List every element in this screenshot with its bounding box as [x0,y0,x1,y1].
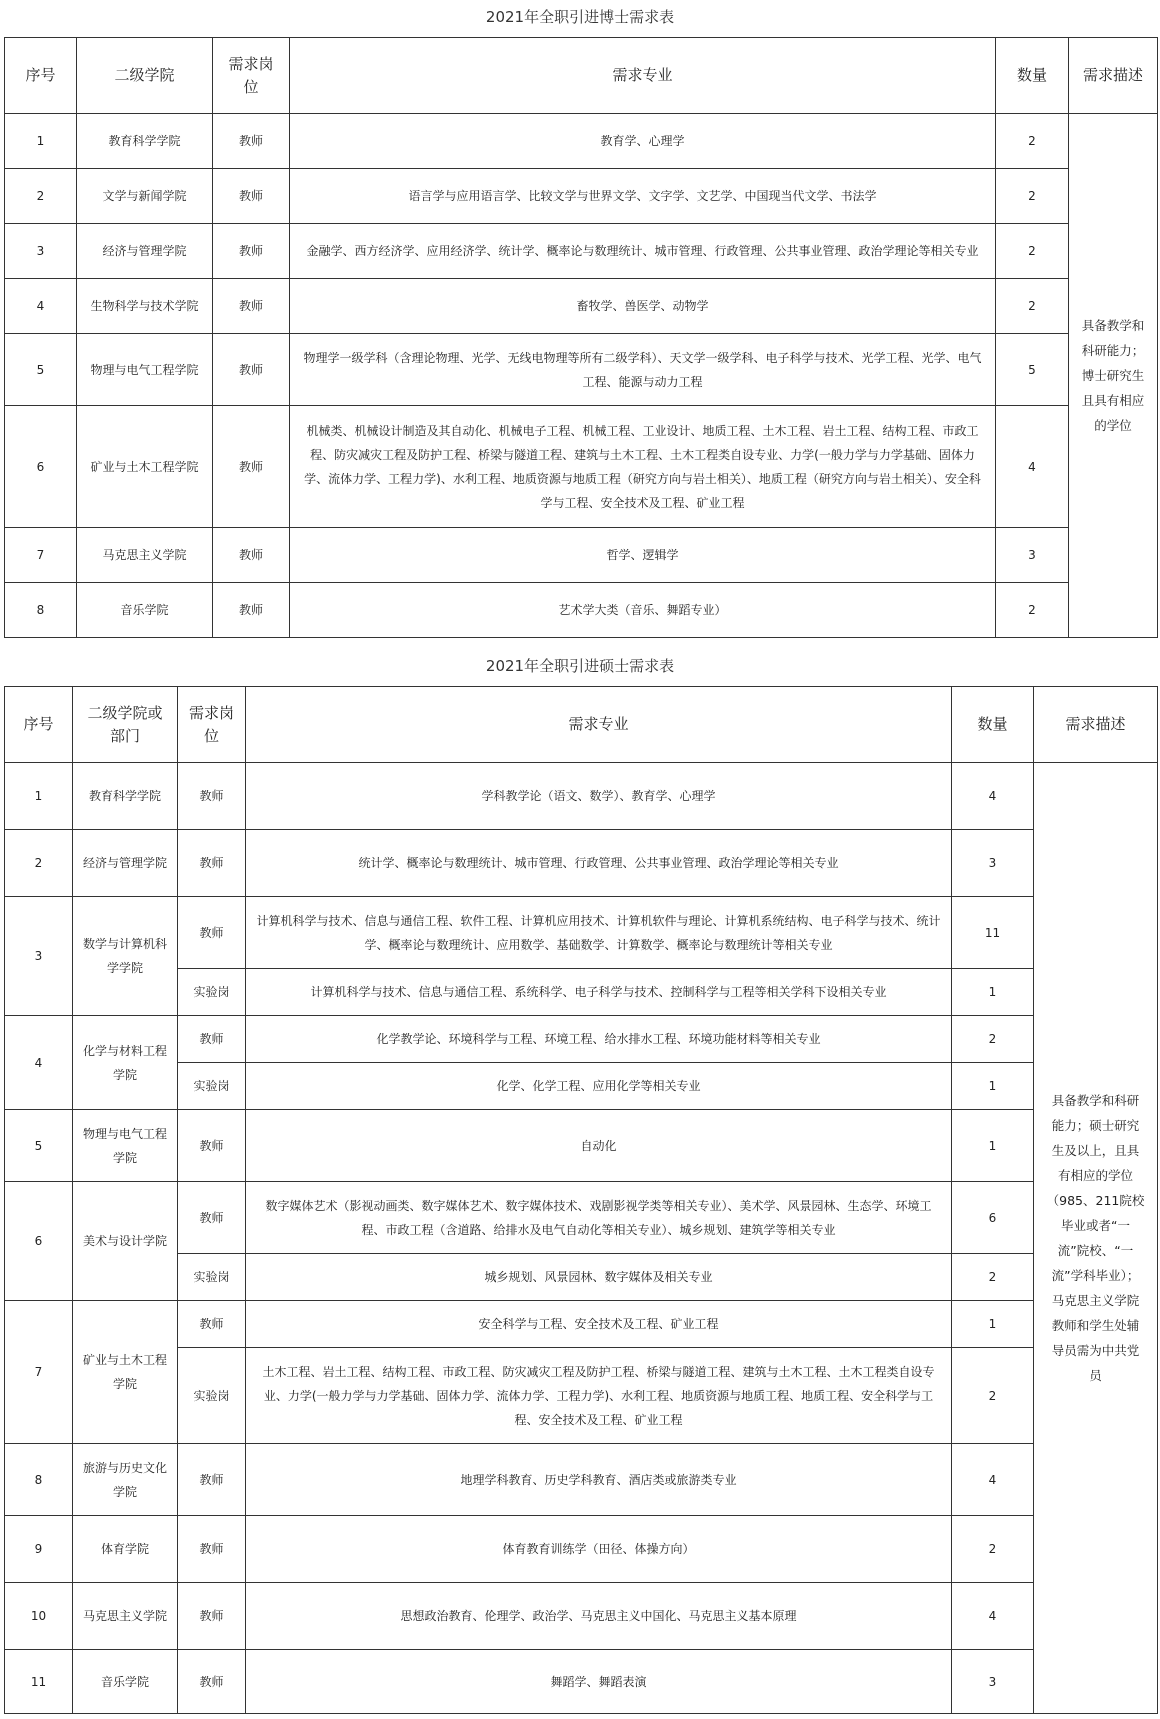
row-count: 2 [996,583,1069,638]
row-college: 文学与新闻学院 [77,169,213,224]
row-college: 矿业与土木工程学院 [77,406,213,528]
table-row [5,1650,1158,1714]
row-college: 体育学院 [73,1516,178,1583]
row-major: 数字媒体艺术（影视动画类、数字媒体艺术、数字媒体技术、戏剧影视学类等相关专业）、美术学、风景园林、生态学、环境工程、市政工程（含道路、给排水及电气自动化等相关专业）、城乡规划、建筑学等相关专业 [246,1182,952,1254]
header-major: 需求专业 [246,687,952,763]
master-table-title: 2021年全职引进硕士需求表 [485,657,675,675]
row-major: 统计学、概率论与数理统计、城市管理、行政管理、公共事业管理、政治学理论等相关专业 [246,830,952,897]
row-major: 哲学、逻辑学 [290,528,996,583]
row-college: 教育科学学院 [73,763,178,830]
row-college: 马克思主义学院 [73,1583,178,1650]
row-no: 4 [5,279,77,334]
row-college: 音乐学院 [77,583,213,638]
row-count: 4 [952,1444,1034,1516]
row-post: 教师 [213,334,290,406]
table-row [5,224,1158,279]
table-row [5,1254,1158,1301]
row-count: 4 [952,763,1034,830]
row-major: 计算机科学与技术、信息与通信工程、系统科学、电子科学与技术、控制科学与工程等相关学科下设相关专业 [246,969,952,1016]
table-row [5,969,1158,1016]
row-count: 2 [996,224,1069,279]
row-post: 教师 [213,114,290,169]
row-post: 实验岗 [178,1254,246,1301]
row-description: 具备教学和科研能力；硕士研究生及以上，且具有相应的学位（985、211院校毕业或者“一流”院校、“一流”学科毕业）；马克思主义学院教师和学生处辅导员需为中共党员 [1034,763,1158,1714]
row-major: 金融学、西方经济学、应用经济学、统计学、概率论与数理统计、城市管理、行政管理、公共事业管理、政治学理论等相关专业 [290,224,996,279]
row-college: 美术与设计学院 [73,1182,178,1301]
row-no: 9 [5,1516,73,1583]
row-college: 教育科学学院 [77,114,213,169]
row-post: 教师 [178,897,246,969]
row-count: 2 [952,1016,1034,1063]
row-major: 化学教学论、环境科学与工程、环境工程、给水排水工程、环境功能材料等相关专业 [246,1016,952,1063]
row-no: 1 [5,763,73,830]
table-row [5,1016,1158,1063]
row-count: 1 [952,1110,1034,1182]
row-no: 5 [5,334,77,406]
row-no: 5 [5,1110,73,1182]
table-row [5,1444,1158,1516]
row-college: 数学与计算机科学学院 [73,897,178,1016]
row-college: 音乐学院 [73,1650,178,1714]
row-major: 语言学与应用语言学、比较文学与世界文学、文字学、文艺学、中国现当代文学、书法学 [290,169,996,224]
row-post: 教师 [213,279,290,334]
row-count: 1 [952,1063,1034,1110]
row-major: 教育学、心理学 [290,114,996,169]
header-row [5,38,1158,114]
row-major: 地理学科教育、历史学科教育、酒店类或旅游类专业 [246,1444,952,1516]
header-post: 需求岗位 [178,687,246,763]
table-row [5,1516,1158,1583]
header-description: 需求描述 [1034,687,1158,763]
table-row [5,279,1158,334]
row-no: 10 [5,1583,73,1650]
row-post: 教师 [213,528,290,583]
row-no: 11 [5,1650,73,1714]
table-row [5,334,1158,406]
header-no: 序号 [5,687,73,763]
table-row [5,830,1158,897]
header-row [5,687,1158,763]
header-post: 需求岗位 [213,38,290,114]
row-post: 教师 [178,1650,246,1714]
table-row [5,1348,1158,1444]
row-college: 物理与电气工程学院 [73,1110,178,1182]
row-no: 3 [5,897,73,1016]
row-count: 2 [996,279,1069,334]
row-no: 6 [5,1182,73,1301]
table-row [5,763,1158,830]
row-college: 物理与电气工程学院 [77,334,213,406]
row-post: 教师 [213,406,290,528]
row-count: 2 [952,1516,1034,1583]
row-major: 自动化 [246,1110,952,1182]
row-count: 2 [996,169,1069,224]
row-no: 3 [5,224,77,279]
row-post: 实验岗 [178,969,246,1016]
row-major: 城乡规划、风景园林、数字媒体及相关专业 [246,1254,952,1301]
row-major: 化学、化学工程、应用化学等相关专业 [246,1063,952,1110]
row-count: 2 [952,1254,1034,1301]
row-no: 8 [5,583,77,638]
row-college: 马克思主义学院 [77,528,213,583]
row-post: 教师 [178,1016,246,1063]
row-major: 体育教育训练学（田径、体操方向） [246,1516,952,1583]
row-description: 具备教学和科研能力；博士研究生且具有相应的学位 [1069,114,1158,638]
table-row [5,406,1158,528]
row-post: 实验岗 [178,1348,246,1444]
row-post: 教师 [178,763,246,830]
row-count: 4 [996,406,1069,528]
header-college: 二级学院 [77,38,213,114]
row-no: 7 [5,1301,73,1444]
row-count: 3 [996,528,1069,583]
table-row [5,583,1158,638]
row-major: 畜牧学、兽医学、动物学 [290,279,996,334]
row-college: 矿业与土木工程学院 [73,1301,178,1444]
row-no: 2 [5,169,77,224]
table-row [5,1301,1158,1348]
row-count: 2 [952,1348,1034,1444]
row-college: 化学与材料工程学院 [73,1016,178,1110]
row-post: 教师 [178,1516,246,1583]
row-major: 计算机科学与技术、信息与通信工程、软件工程、计算机应用技术、计算机软件与理论、计算机系统结构、电子科学与技术、统计学、概率论与数理统计、应用数学、基础数学、计算数学、概率论与数理统计等相关专业 [246,897,952,969]
header-count: 数量 [996,38,1069,114]
header-college: 二级学院或部门 [73,687,178,763]
row-post: 教师 [178,1301,246,1348]
row-count: 1 [952,969,1034,1016]
master-demand-table [4,686,1158,1714]
table-row [5,1110,1158,1182]
row-no: 4 [5,1016,73,1110]
row-no: 6 [5,406,77,528]
table-row [5,897,1158,969]
row-no: 8 [5,1444,73,1516]
row-count: 4 [952,1583,1034,1650]
row-college: 经济与管理学院 [73,830,178,897]
header-count: 数量 [952,687,1034,763]
row-major: 思想政治教育、伦理学、政治学、马克思主义中国化、马克思主义基本原理 [246,1583,952,1650]
row-college: 旅游与历史文化学院 [73,1444,178,1516]
row-post: 教师 [178,1583,246,1650]
row-post: 教师 [178,1182,246,1254]
table-row [5,1182,1158,1254]
row-count: 1 [952,1301,1034,1348]
row-no: 2 [5,830,73,897]
table-row [5,169,1158,224]
row-post: 教师 [213,224,290,279]
row-major: 舞蹈学、舞蹈表演 [246,1650,952,1714]
table-row [5,114,1158,169]
row-count: 5 [996,334,1069,406]
row-post: 教师 [178,1110,246,1182]
row-count: 11 [952,897,1034,969]
row-post: 教师 [178,830,246,897]
row-count: 3 [952,1650,1034,1714]
row-post: 实验岗 [178,1063,246,1110]
row-major: 艺术学大类（音乐、舞蹈专业） [290,583,996,638]
header-major: 需求专业 [290,38,996,114]
row-post: 教师 [178,1444,246,1516]
header-description: 需求描述 [1069,38,1158,114]
table-row [5,1063,1158,1110]
row-major: 学科教学论（语文、数学）、教育学、心理学 [246,763,952,830]
row-no: 1 [5,114,77,169]
row-college: 经济与管理学院 [77,224,213,279]
header-no: 序号 [5,38,77,114]
phd-demand-table [4,37,1158,638]
phd-table-title: 2021年全职引进博士需求表 [485,8,675,26]
table-row [5,528,1158,583]
row-major: 物理学一级学科（含理论物理、光学、无线电物理等所有二级学科）、天文学一级学科、电子科学与技术、光学工程、光学、电气工程、能源与动力工程 [290,334,996,406]
row-major: 机械类、机械设计制造及其自动化、机械电子工程、机械工程、工业设计、地质工程、土木工程、岩土工程、结构工程、市政工程、防灾减灾工程及防护工程、桥梁与隧道工程、建筑与土木工程、土木工程类自设专业、力学(一般力学与力学基础、固体力学、流体力学、工程力学)、水利工程、地质资源与地质工程（研究方向与岩土相关）、地质工程（研究方向与岩土相关）、安全科学与工程、安全技术及工程、矿业工程 [290,406,996,528]
row-college: 生物科学与技术学院 [77,279,213,334]
row-no: 7 [5,528,77,583]
table-row [5,1583,1158,1650]
row-count: 6 [952,1182,1034,1254]
row-major: 土木工程、岩土工程、结构工程、市政工程、防灾减灾工程及防护工程、桥梁与隧道工程、建筑与土木工程、土木工程类自设专业、力学(一般力学与力学基础、固体力学、流体力学、工程力学)、水利工程、地质资源与地质工程、地质工程、安全科学与工程、安全技术及工程、矿业工程 [246,1348,952,1444]
row-major: 安全科学与工程、安全技术及工程、矿业工程 [246,1301,952,1348]
row-post: 教师 [213,169,290,224]
row-post: 教师 [213,583,290,638]
row-count: 2 [996,114,1069,169]
row-count: 3 [952,830,1034,897]
